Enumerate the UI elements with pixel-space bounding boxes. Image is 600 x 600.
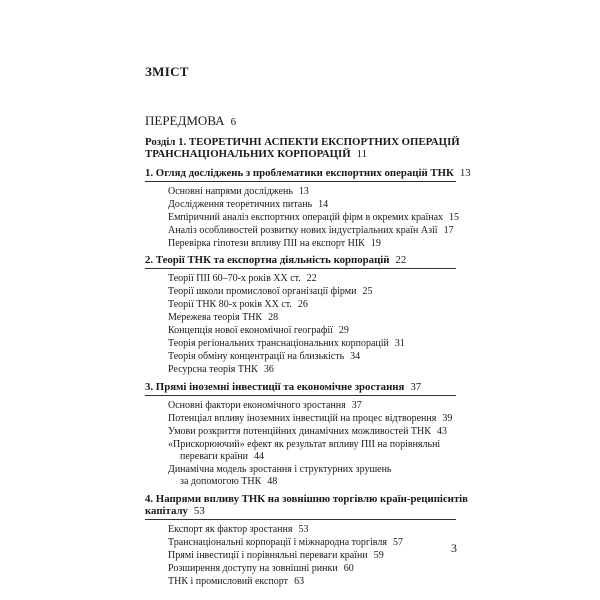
- toc-item: ТНК і промисловий експорт 63: [168, 576, 305, 587]
- chapter4-rule: [145, 519, 456, 520]
- chapter2-title: 2. Теорії ТНК та експортна діяльність корпорацій 22: [145, 254, 407, 266]
- chapter3-title: 3. Прямі іноземні інвестиції та економічне зростання 37: [145, 381, 422, 393]
- preface-label: ПЕРЕДМОВА: [145, 113, 225, 128]
- toc-item: Експорт як фактор зростання 53: [168, 524, 309, 535]
- toc-item-cont: за допомогою ТНК 48: [180, 476, 278, 487]
- toc-item: Прямі інвестиції і порівняльні переваги країни 59: [168, 550, 384, 561]
- preface-entry: [145, 113, 236, 129]
- chapter4-page: 53: [193, 505, 205, 517]
- chapter3-page: 37: [410, 381, 422, 393]
- section1-title-cont: ТРАНСНАЦІОНАЛЬНИХ КОРПОРАЦІЙ 11: [145, 148, 368, 160]
- toc-item-cont: переваги країни 44: [180, 451, 264, 462]
- chapter2-rule: [145, 268, 456, 269]
- toc-item: Теорія регіональних транснаціональних корпорацій 31: [168, 338, 405, 349]
- chapter1-title: 1. Огляд досліджень з проблематики експортних операцій ТНК 13: [145, 167, 471, 179]
- toc-item: Основні напрями досліджень 13: [168, 186, 309, 197]
- chapter1-rule: [145, 181, 456, 182]
- chapter4-title: 4. Напрями впливу ТНК на зовнішню торгівлю країн-реципієнтів: [145, 493, 468, 505]
- toc-item: Емпіричний аналіз експортних операцій фірм в окремих країнах 15: [168, 212, 460, 223]
- toc-item: Дослідження теоретичних питань 14: [168, 199, 329, 210]
- toc-item: Теорії ПІІ 60–70-х років XX ст. 22: [168, 273, 317, 284]
- toc-item: Теорії школи промислової організації фірми 25: [168, 286, 373, 297]
- toc-heading: ЗМІСТ: [145, 64, 189, 79]
- toc-item: Потенціал впливу іноземних інвестицій на процес відтворення 39: [168, 413, 453, 424]
- toc-item: Аналіз особливостей розвитку нових індустріальних країн Азії 17: [168, 225, 454, 236]
- toc-item: Динамічна модель зростання і структурних зрушень: [168, 464, 392, 475]
- section1-page: 11: [356, 148, 368, 160]
- toc-item: Розширення доступу на зовнішні ринки 60: [168, 563, 354, 574]
- toc-item: Ресурсна теорія ТНК 36: [168, 364, 274, 375]
- toc-item: «Прискорюючий» ефект як результат впливу ПІІ на порівняльні: [168, 439, 441, 450]
- toc-item: Основні фактори економічного зростання 37: [168, 400, 362, 411]
- toc-item: Мережева теорія ТНК 28: [168, 312, 279, 323]
- chapter1-page: 13: [459, 167, 471, 179]
- toc-item: Теорії ТНК 80-х років XX ст. 26: [168, 299, 308, 310]
- section1-title: Розділ 1. ТЕОРЕТИЧНІ АСПЕКТИ ЕКСПОРТНИХ ОПЕРАЦІЙ: [145, 136, 460, 148]
- toc-item: Теорія обміну концентрації на близькість 34: [168, 351, 361, 362]
- page-number: 3: [451, 541, 457, 555]
- toc-item: Перевірка гіпотези впливу ПІІ на експорт НІК 19: [168, 238, 381, 249]
- toc-item: Транснаціональні корпорації і міжнародна торгівля 57: [168, 537, 403, 548]
- toc-item: Умови розкриття потенційних динамічних можливостей ТНК 43: [168, 426, 447, 437]
- chapter2-page: 22: [395, 254, 407, 266]
- chapter4-title-cont: капіталу 53: [145, 505, 205, 517]
- preface-page: 6: [230, 116, 237, 128]
- chapter3-rule: [145, 395, 456, 396]
- toc-item: Концепція нової економічної географії 29: [168, 325, 349, 336]
